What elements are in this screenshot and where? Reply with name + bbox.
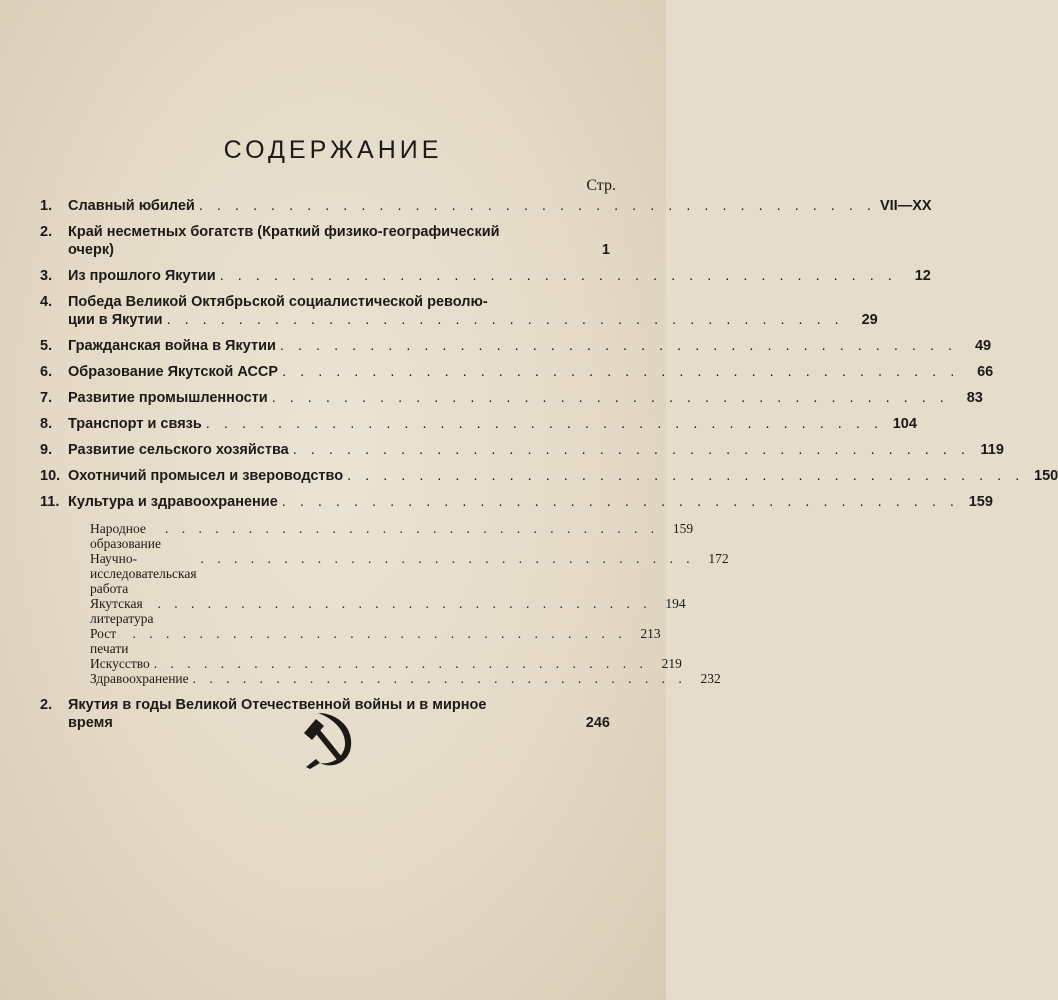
page-title: СОДЕРЖАНИЕ [223, 136, 443, 164]
subsection-page: 213 [640, 626, 661, 641]
entry-title-continuation: ции в Якутии [68, 312, 163, 328]
leader-dots: . . . . . . . . . . . . . . . . . . . . . . . . . . . . . . . . . . . . . . [281, 494, 959, 510]
toc-entry [40, 197, 932, 215]
entry-number: 5. [40, 338, 53, 354]
entry-number: 11. [40, 494, 60, 510]
entry-title: Развитие промышленности [68, 390, 268, 406]
leader-dots: . . . . . . . . . . . . . . . . . . . . . . . . . . . . . . [132, 626, 627, 641]
subsection-title: Рост печати [90, 626, 129, 656]
toc-entry [40, 223, 610, 259]
entry-page: 119 [980, 442, 1004, 458]
entry-number: 8. [40, 416, 53, 432]
subsection-item [90, 596, 686, 626]
subsection-title: Народное образование [90, 521, 161, 551]
entry-number: 9. [40, 442, 53, 458]
leader-dots: . . . . . . . . . . . . . . . . . . . . . . . . . . . . . . [200, 551, 695, 566]
toc-entry [40, 493, 993, 511]
entry-page: 104 [892, 416, 917, 432]
toc-entry [40, 363, 994, 381]
entry-number: 3. [40, 268, 53, 284]
subsection-item [90, 551, 729, 596]
leader-dots: . . . . . . . . . . . . . . . . . . . . . . . . . . . . . . . . . . . . . . [282, 364, 960, 380]
hammer-and-sickle-icon [298, 707, 360, 773]
toc-entry [40, 415, 917, 433]
leader-dots: . . . . . . . . . . . . . . . . . . . . . . . . . . . . . . [157, 596, 652, 611]
toc-entry [40, 267, 931, 285]
entry-title-continuation: время [68, 715, 113, 731]
leader-dots: . . . . . . . . . . . . . . . . . . . . . . . . . . . . . . . . . . . . . . [198, 198, 876, 214]
entry-page: 29 [861, 312, 878, 328]
entry-title: Из прошлого Якутии [68, 268, 216, 284]
entry-title-continuation: очерк) [68, 242, 114, 258]
entry-title: Гражданская война в Якутии [68, 338, 276, 354]
subsection-page: 219 [661, 656, 682, 671]
leader-dots: . . . . . . . . . . . . . . . . . . . . . . . . . . . . . . [165, 521, 660, 536]
table-of-contents [40, 197, 1058, 732]
subsection-title: Здравоохранение [90, 671, 189, 686]
entry-title: Край несметных богатств (Краткий физико-географический [68, 224, 500, 240]
leader-dots: . . . . . . . . . . . . . . . . . . . . . . . . . . . . . . . . . . . . . . [166, 312, 844, 328]
entry-number: 10. [40, 468, 61, 484]
entry-page: 66 [977, 364, 994, 380]
entry-title: Транспорт и связь [68, 416, 202, 432]
subsection-title: Научно-исследовательская работа [90, 551, 197, 596]
entry-number: 1. [40, 198, 53, 214]
entry-title: Славный юбилей [68, 198, 195, 214]
subsection-page: 159 [672, 521, 694, 536]
subsection-title: Искусство [90, 656, 150, 671]
toc-entry [40, 467, 1058, 485]
leader-dots [118, 241, 576, 259]
entry-page: 150 [1034, 468, 1058, 484]
toc-entry [40, 389, 983, 407]
entry-title: Охотничий промысел и звероводство [68, 468, 344, 484]
leader-dots: . . . . . . . . . . . . . . . . . . . . . . . . . . . . . . . . . . . . . . [271, 390, 949, 406]
entry-page: 246 [585, 715, 610, 731]
subsection-item [90, 521, 694, 551]
toc-entry [40, 337, 992, 355]
entry-page: 49 [974, 338, 992, 354]
entry-page: 83 [966, 390, 983, 406]
leader-dots: . . . . . . . . . . . . . . . . . . . . . . . . . . . . . . . . . . . . . . [219, 268, 897, 284]
subsection-title: Якутская литература [90, 596, 154, 626]
subsection-page: 232 [700, 671, 721, 686]
entry-number: 2. [40, 697, 53, 713]
entry-number: 4. [40, 294, 53, 310]
entry-number: 6. [40, 364, 53, 380]
leader-dots: . . . . . . . . . . . . . . . . . . . . . . . . . . . . . . . . . . . . . . [347, 468, 1025, 484]
entry-number: 2. [40, 224, 53, 240]
subsection-page: 172 [708, 551, 729, 566]
entry-title: Развитие сельского хозяйства [68, 442, 289, 458]
entry-title: Победа Великой Октябрьской социалистической револю- [68, 294, 488, 310]
leader-dots: . . . . . . . . . . . . . . . . . . . . . . . . . . . . . . . . . . . . . . [205, 416, 883, 432]
entry-page: 159 [968, 494, 993, 510]
entry-page: VII—XX [879, 198, 932, 214]
subsection-list [40, 521, 729, 686]
entry-title: Якутия в годы Великой Отечественной войны и в мирное [68, 697, 487, 713]
toc-entry [40, 293, 878, 329]
leader-dots: . . . . . . . . . . . . . . . . . . . . . . . . . . . . . . [153, 656, 648, 671]
subsection-item [90, 656, 682, 671]
leader-dots: . . . . . . . . . . . . . . . . . . . . . . . . . . . . . . . . . . . . . . [292, 442, 970, 458]
entry-page: 1 [601, 242, 610, 258]
entry-title: Культура и здравоохранение [68, 494, 278, 510]
subsection-item [90, 671, 721, 686]
subsection-item [90, 626, 661, 656]
toc-entry [40, 441, 1004, 459]
entry-page: 12 [914, 268, 931, 284]
leader-dots: . . . . . . . . . . . . . . . . . . . . . . . . . . . . . . . . . . . . . . [279, 338, 958, 354]
entry-title: Образование Якутской АССР [68, 364, 279, 380]
subsection-page: 194 [665, 596, 686, 611]
leader-dots: . . . . . . . . . . . . . . . . . . . . . . . . . . . . . . [192, 671, 687, 686]
entry-number: 7. [40, 390, 53, 406]
page-column-label: Стр. [586, 177, 616, 194]
